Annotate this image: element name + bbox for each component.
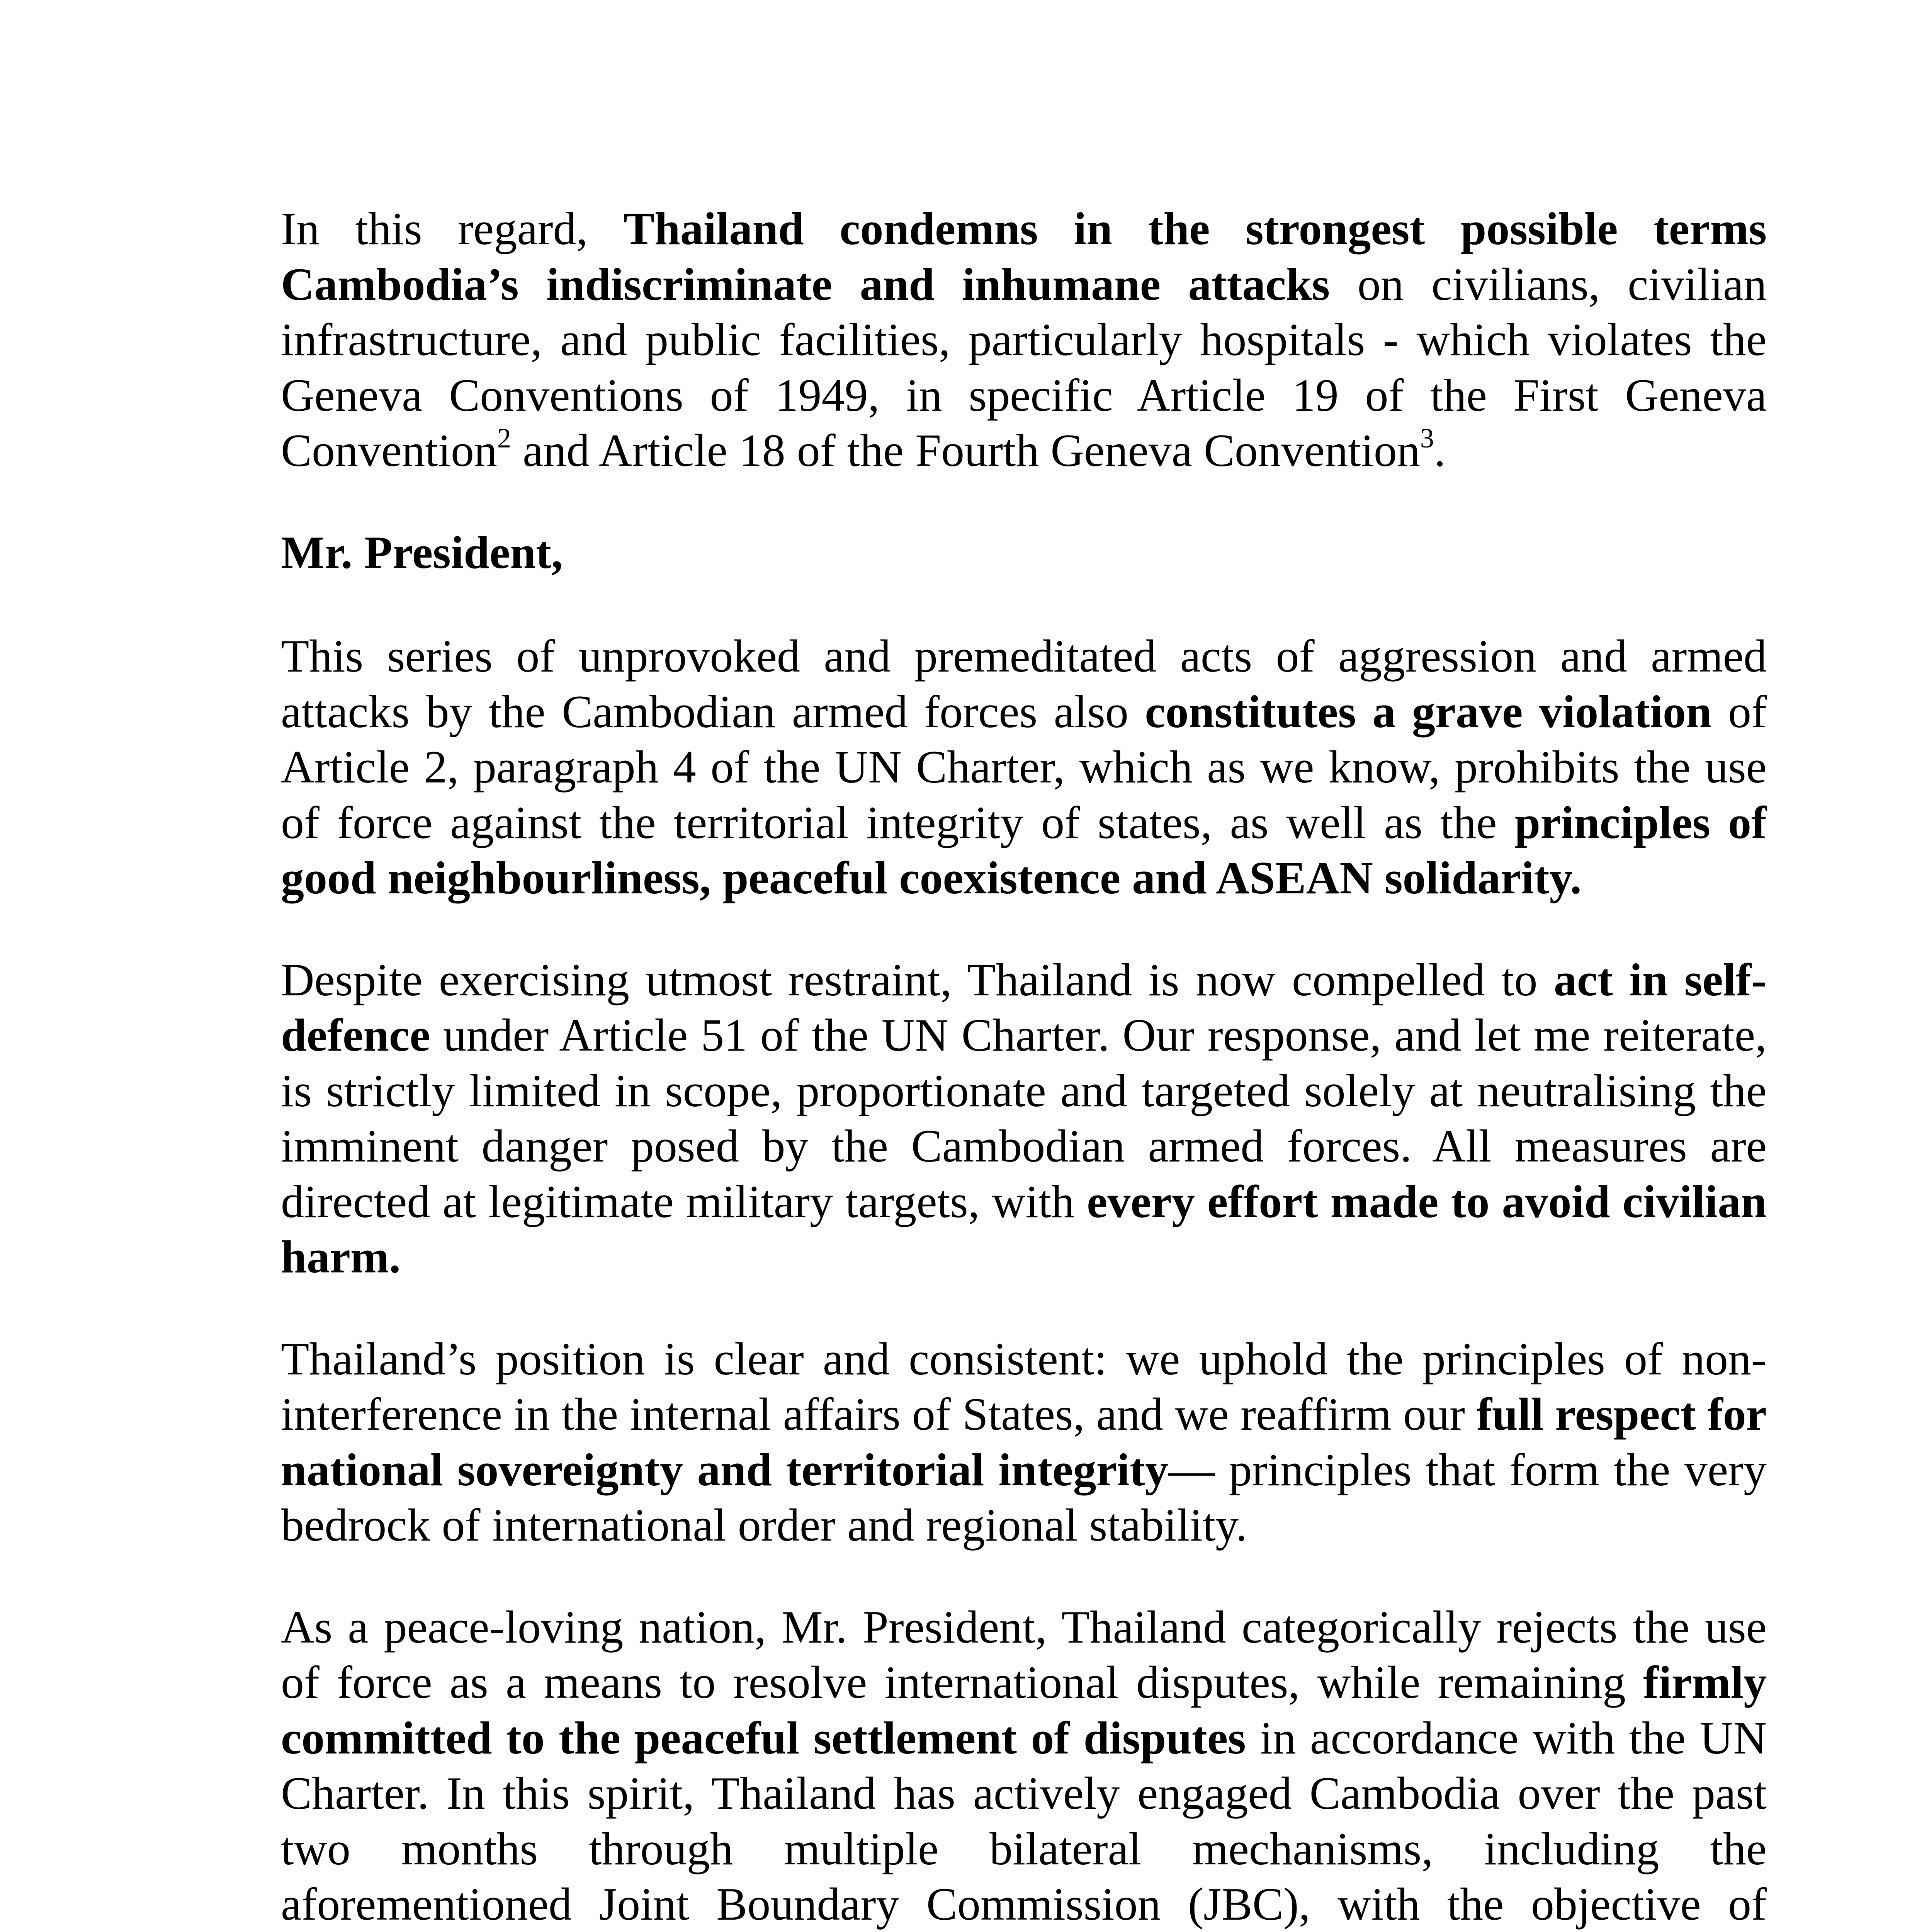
text-run: . <box>1434 425 1446 476</box>
text-run: on civilians, civilian infrastructure, and public facilities, particularly hospitals - which violates the Geneva Conventions of 1949, in specific Article 19 of the First Geneva Convention <box>281 258 1767 476</box>
bold-text-run: full respect for national sovereignty and territorial integrity <box>281 1388 1767 1495</box>
paragraph-self-defence <box>281 952 1767 1285</box>
text-run: In this regard, <box>281 203 624 254</box>
paragraph-charter-violation <box>281 628 1767 906</box>
text-run: Thailand’s position is clear and consistent: we uphold the principles of non-interference in the internal affairs of States, and we reaffirm our <box>281 1333 1767 1440</box>
bold-text-run: Mr. President, <box>281 526 563 578</box>
footnote-reference: 2 <box>497 423 511 454</box>
bold-text-run: act in self-defence <box>281 954 1767 1061</box>
body-text <box>281 201 1767 1932</box>
bold-text-run: constitutes a grave violation <box>1145 685 1712 737</box>
salutation-heading <box>281 525 1767 580</box>
text-run: This series of unprovoked and premeditated acts of aggression and armed attacks by the Cambodian armed forces also <box>281 630 1767 737</box>
text-run: — principles that form the very bedrock of international order and regional stability. <box>281 1444 1767 1551</box>
text-run: As a peace-loving nation, Mr. President, Thailand categorically rejects the use of force as a means to resolve international disputes, while remaining <box>281 1601 1767 1708</box>
text-run: in accordance with the UN Charter. In this spirit, Thailand has actively engaged Cambodia over the past two months through multiple bilateral mechanisms, including the aforementioned Joint Boundary Commission (JBC), with the objective of <box>281 1712 1767 1930</box>
bold-text-run: Thailand condemns in the strongest possible terms Cambodia’s indiscriminate and inhumane attacks <box>281 203 1767 310</box>
paragraph-peaceful-settlement <box>281 1599 1767 1932</box>
text-run: under Article 51 of the UN Charter. Our response, and let me reiterate, is strictly limited in scope, proportionate and targeted solely at neutralising the imminent danger posed by the Cambodian armed forces. All measures are directed at legitimate military targets, with <box>281 1009 1767 1227</box>
paragraph-intro <box>281 201 1767 478</box>
bold-text-run: principles of good neighbourliness, peaceful coexistence and ASEAN solidarity. <box>281 796 1767 903</box>
bold-text-run: every effort made to avoid civilian harm. <box>281 1175 1767 1282</box>
bold-text-run: firmly committed to the peaceful settlement of disputes <box>281 1656 1767 1764</box>
footnote-reference: 3 <box>1420 423 1434 454</box>
paragraph-sovereignty <box>281 1331 1767 1553</box>
text-run: and Article 18 of the Fourth Geneva Convention <box>511 425 1420 476</box>
text-run: Despite exercising utmost restraint, Thailand is now compelled to <box>281 954 1554 1005</box>
text-run: of Article 2, paragraph 4 of the UN Charter, which as we know, prohibits the use of force against the territorial integrity of states, as well as the <box>281 685 1767 848</box>
